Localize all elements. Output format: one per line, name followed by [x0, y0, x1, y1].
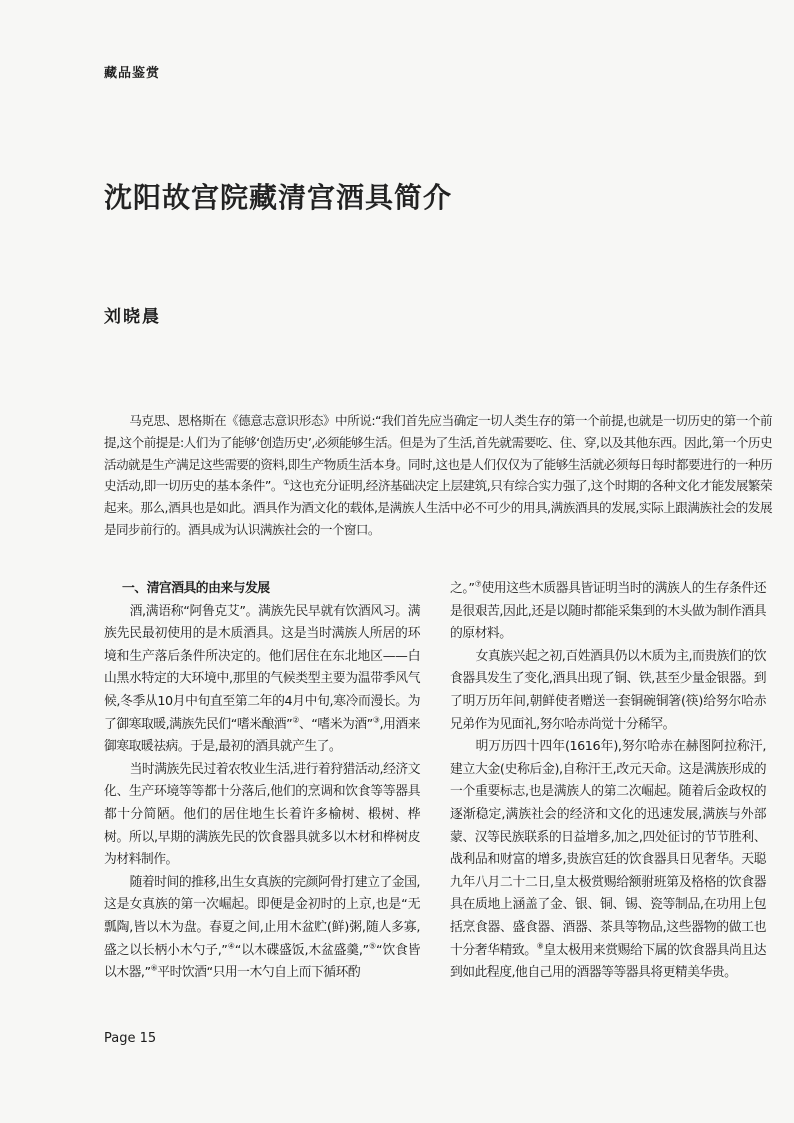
- text-run: 使用这些木质器具皆证明当时的满族人的生存条件还是很艰苦,因此,还是以随时都能采集到的木头做为制作酒具的原材料。: [450, 581, 767, 642]
- right-column: [450, 578, 766, 985]
- footnote-ref: ⑤: [368, 941, 376, 951]
- section-heading: 一、清宫酒具的由来与发展: [122, 581, 270, 596]
- text-run: “饮食皆以木器,”: [104, 942, 421, 981]
- text-run: 随着时间的推移,出生女真族的完颜阿骨打建立了金国,这是女真族的第一次崛起。即便是金初时的上京,也是“无瓢陶,皆以木为盘。春夏之间,止用木盆贮(鲜)粥,随人多寡,盛之以长柄小木勺子,”: [104, 874, 420, 958]
- text-run: 皇太极用来赏赐给下属的饮食器具尚且达到如此程度,他自己用的酒器等等器具将更精美华贵。: [450, 942, 767, 981]
- footnote-ref: ⑦: [474, 579, 482, 589]
- left-column: [104, 578, 420, 985]
- section-label: 藏品鉴赏: [104, 66, 161, 81]
- text-run: ,用酒来御寒取暖祛病。于是,最初的酒具就产生了。: [104, 716, 420, 755]
- text-run: 之。”: [450, 581, 475, 596]
- body-paragraph-continued: [450, 578, 766, 646]
- abstract-paragraph: [104, 410, 772, 541]
- text-run: 平时饮酒“只用一木勺自上而下循环酌: [157, 965, 361, 981]
- footnote-ref: ⑥: [150, 963, 158, 973]
- text-run: 明万历四十四年(1616年),努尔哈赤在赫图阿拉称汗,建立大金(史称后金),自称汗王,改元天命。这是满族形成的一个重要标志,也是满族人的第二次崛起。随着后金政权的逐渐稳定,满族社会的经济和文化的迅速发展,满族与外部蒙、汉等民族联系的日益增多,加之,四处征讨的节节胜利、战利品和财富的增多,贵族宫廷的饮食器具日见奢华。天聪九年八月二十二日,皇太极赏赐给额驸班第及格格的饮食器具在质地上涵盖了金、银、铜、锡、瓷等制品,在功用上包括烹食器、盛食器、酒器、茶具等物品,这些器物的做工也十分奢华精致。: [450, 739, 766, 958]
- body-paragraph: [104, 601, 420, 759]
- footnote-ref: ⑧: [536, 941, 544, 951]
- footnote-ref: ②: [292, 715, 299, 725]
- body-paragraph: [104, 872, 420, 985]
- body-paragraph: [450, 736, 766, 985]
- text-run: 、“嗜米为酒”: [298, 716, 373, 732]
- body-paragraph: 当时满族先民过着农牧业生活,进行着狩猎活动,经济文化、生产环境等等都十分落后,他们的烹调和饮食等等器具都十分简陋。他们的居住地生长着许多榆树、椴树、桦树。所以,早期的满族先民的饮食器具就多以木材和桦树皮为材料制作。: [104, 761, 420, 868]
- body-paragraph: 女真族兴起之初,百姓酒具仍以木质为主,而贵族们的饮食器具发生了变化,酒具出现了铜、铁,甚至少量金银器。到了明万历年间,朝鲜使者赠送一套铜碗铜箸(筷)给努尔哈赤兄弟作为见面礼,努尔哈赤尚觉十分稀罕。: [450, 648, 766, 732]
- footnote-ref: ④: [227, 941, 235, 951]
- footnote-ref: ①: [282, 478, 290, 488]
- abstract-text-cont: 这也充分证明,经济基础决定上层建筑,只有综合实力强了,这个时期的各种文化才能发展繁荣起来。那么,酒具也是如此。酒具作为酒文化的载体,是满族人生活中必不可少的用具,满族酒具的发展,实际上跟满族社会的发展是同步前行的。酒具成为认识满族社会的一个窗口。: [104, 478, 772, 537]
- page-number: Page 15: [104, 1031, 157, 1046]
- article-title: 沈阳故宫院藏清宫酒具简介: [104, 181, 453, 214]
- abstract-text: 马克思、恩格斯在《德意志意识形态》中所说:“我们首先应当确定一切人类生存的第一个前提,也就是一切历史的第一个前提,这个前提是:人们为了能够‘创造历史’,必须能够生活。但是为了生活,首先就需要吃、住、穿,以及其他东西。因此,第一个历史活动就是生产满足这些需要的资料,即生产物质生活本身。同时,这也是人们仅仅为了能够生活就必须每日每时都要进行的一种历史活动,即一切历史的基本条件”。: [104, 413, 772, 494]
- text-run: 酒,满语称“阿鲁克艾”。满族先民早就有饮酒风习。满族先民最初使用的是木质酒具。这是当时满族人所居的环境和生产落后条件所决定的。他们居住在东北地区——白山黑水特定的大环境中,那里的气候类型主要为温带季风气候,冬季从10月中旬直至第二年的4月中旬,寒冷而漫长。为了御寒取暖,满族先民们“嗜米酿酒”: [104, 603, 420, 732]
- footnote-ref: ③: [372, 715, 380, 725]
- article-author: 刘晓晨: [104, 307, 161, 327]
- text-run: “以木碟盛饭,木盆盛羹,”: [234, 942, 369, 958]
